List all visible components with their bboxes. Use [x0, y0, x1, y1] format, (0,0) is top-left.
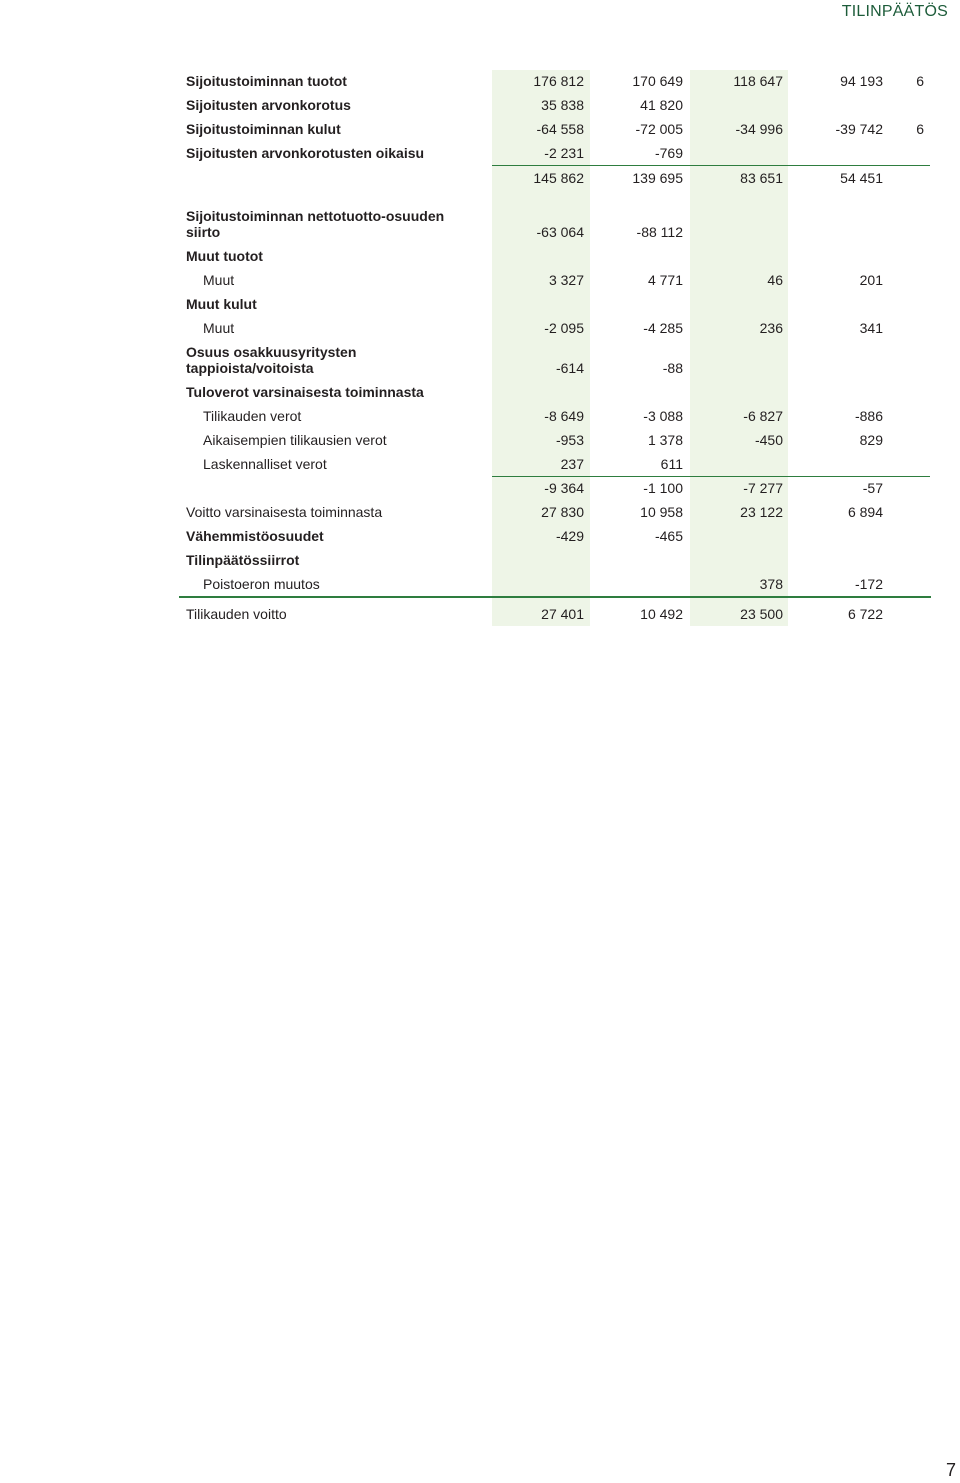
row-value-c4: 6 722 — [847, 606, 883, 622]
row-value-c3: 236 — [759, 320, 783, 336]
row-value-c2: 10 492 — [640, 606, 683, 622]
row-label: Muut kulut — [186, 296, 257, 312]
row-value-c2: 611 — [660, 456, 683, 472]
row-value-c1: 237 — [560, 456, 584, 472]
row-value-c2: 170 649 — [632, 73, 683, 89]
row-label: Muut — [203, 320, 235, 336]
row-label: Sijoitusten arvonkorotus — [186, 97, 351, 113]
row-value-c1: -2 095 — [544, 320, 584, 336]
row-value-c4: -57 — [862, 480, 883, 496]
row-value-c2: -769 — [654, 145, 683, 161]
subtotal-rule — [492, 165, 930, 166]
row-value-c3: 46 — [767, 272, 783, 288]
row-label: Tuloverot varsinaisesta toiminnasta — [186, 384, 424, 400]
row-value-c2: -88 112 — [636, 224, 683, 240]
row-value-c4: 54 451 — [840, 170, 883, 186]
row-value-c1: -429 — [555, 528, 584, 544]
row-value-c5: 6 — [916, 121, 924, 137]
row-value-c3: -6 827 — [743, 408, 783, 424]
row-value-c4: 6 894 — [847, 504, 883, 520]
row-value-c1: -8 649 — [544, 408, 584, 424]
row-value-c3: -450 — [754, 432, 783, 448]
row-label: Sijoitusten arvonkorotusten oikaisu — [186, 145, 425, 161]
row-value-c4: -39 742 — [835, 121, 883, 137]
row-value-c3: -7 277 — [743, 480, 783, 496]
row-value-c5: 6 — [916, 73, 924, 89]
row-value-c2: -1 100 — [643, 480, 683, 496]
row-value-c1: 3 327 — [548, 272, 584, 288]
row-label: Poistoeron muutos — [203, 576, 320, 592]
row-value-c3: 23 500 — [740, 606, 783, 622]
row-value-c1: 145 862 — [533, 170, 584, 186]
row-value-c4: 94 193 — [840, 73, 883, 89]
row-value-c2: -3 088 — [643, 408, 683, 424]
row-label: Muut tuotot — [186, 248, 263, 264]
row-value-c3: 378 — [759, 576, 783, 592]
row-label: Sijoitustoiminnan tuotot — [186, 73, 347, 89]
row-value-c1: -9 364 — [544, 480, 584, 496]
row-label: Tilikauden voitto — [186, 606, 287, 622]
row-value-c2: -88 — [662, 360, 683, 376]
row-label: Voitto varsinaisesta toiminnasta — [186, 504, 383, 520]
row-value-c1: -64 558 — [536, 121, 584, 137]
row-value-c1: 35 838 — [541, 97, 584, 113]
row-value-c2: 1 378 — [647, 432, 683, 448]
row-value-c2: 139 695 — [632, 170, 683, 186]
page-header-title: TILINPÄÄTÖS — [841, 3, 948, 20]
row-value-c4: -886 — [854, 408, 883, 424]
row-label: Osuus osakkuusyritysten tappioista/voitoista — [186, 344, 357, 376]
row-label: Vähemmistöosuudet — [186, 528, 324, 544]
row-label: Tilikauden verot — [203, 408, 302, 424]
row-value-c2: -465 — [654, 528, 683, 544]
row-value-c4: 341 — [859, 320, 883, 336]
row-value-c2: -72 005 — [635, 121, 683, 137]
row-value-c1: -63 064 — [536, 224, 584, 240]
shaded-column-3 — [690, 70, 788, 626]
row-value-c2: -4 285 — [643, 320, 683, 336]
row-value-c4: 829 — [859, 432, 883, 448]
row-value-c2: 10 958 — [640, 504, 683, 520]
row-value-c4: 201 — [859, 272, 883, 288]
row-value-c2: 41 820 — [640, 97, 683, 113]
row-value-c1: 27 401 — [541, 606, 584, 622]
row-label: Sijoitustoiminnan nettotuotto-osuuden siirto — [186, 208, 445, 240]
row-value-c2: 4 771 — [647, 272, 683, 288]
row-label: Sijoitustoiminnan kulut — [186, 121, 341, 137]
row-value-c1: 176 812 — [533, 73, 584, 89]
page-number: 7 — [945, 1460, 956, 1480]
row-label: Tilinpäätössiirrot — [186, 552, 300, 568]
row-value-c3: 23 122 — [740, 504, 783, 520]
row-value-c1: -953 — [555, 432, 584, 448]
row-value-c3: 83 651 — [740, 170, 783, 186]
row-label: Laskennalliset verot — [203, 456, 327, 472]
row-value-c3: 118 647 — [733, 73, 783, 89]
row-value-c1: -614 — [555, 360, 584, 376]
row-value-c3: -34 996 — [735, 121, 783, 137]
total-rule — [179, 596, 931, 598]
row-value-c1: -2 231 — [544, 145, 584, 161]
row-value-c4: -172 — [854, 576, 883, 592]
row-label: Muut — [203, 272, 235, 288]
subtotal-rule — [492, 476, 930, 477]
row-label: Aikaisempien tilikausien verot — [203, 432, 387, 448]
row-value-c1: 27 830 — [541, 504, 584, 520]
